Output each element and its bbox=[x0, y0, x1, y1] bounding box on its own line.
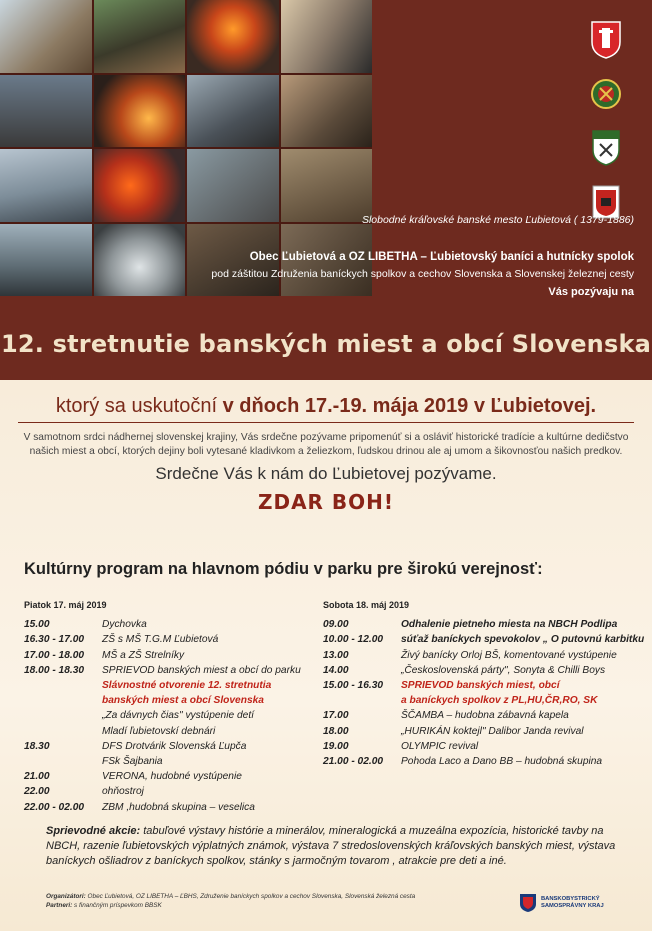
program-item: DFS Drotvárik Slovenská Ľupča bbox=[102, 740, 247, 752]
program-time: 22.00 - 02.00 bbox=[24, 801, 85, 813]
program-time bbox=[24, 754, 102, 769]
program-row bbox=[323, 693, 643, 708]
program-item: VERONA, hudobné vystúpenie bbox=[102, 771, 242, 783]
partners-line bbox=[46, 901, 506, 910]
program-time: 13.00 bbox=[323, 649, 349, 661]
program-time: 17.00 bbox=[323, 710, 349, 722]
program-row bbox=[323, 663, 643, 678]
program-item: Odhalenie pietneho miesta na NBCH Podlipa bbox=[401, 619, 618, 631]
bbsk-line: BANSKOBYSTRICKÝ bbox=[541, 896, 600, 902]
collage-photo bbox=[94, 224, 186, 297]
program-item: banských miest a obcí Slovenska bbox=[102, 695, 264, 707]
collage-photo bbox=[0, 0, 92, 73]
program-row bbox=[323, 724, 643, 739]
program-row bbox=[24, 724, 314, 739]
program-item: ŠČAMBA – hudobna zábavná kapela bbox=[401, 710, 569, 722]
collage-photo bbox=[0, 75, 92, 148]
collage-photo bbox=[0, 224, 92, 297]
day-heading: Sobota 18. máj 2019 bbox=[323, 600, 410, 610]
dates-bold: v dňoch 17.-19. mája 2019 v Ľubietovej. bbox=[222, 395, 597, 417]
crest-column bbox=[584, 20, 628, 222]
program-time: 21.00 bbox=[24, 771, 50, 783]
program-row bbox=[24, 617, 314, 632]
dates-prefix: ktorý sa uskutoční bbox=[55, 395, 218, 417]
program-row bbox=[24, 800, 314, 815]
patron-line: pod záštitou Združenia baníckych spolkov a cechov Slovenska a Slovenskej železnej cesty bbox=[211, 268, 634, 280]
program-row bbox=[323, 648, 643, 663]
collage-photo bbox=[94, 0, 186, 73]
program-time: 09.00 bbox=[323, 619, 349, 631]
program-title: Kultúrny program na hlavnom pódiu v parku pre širokú verejnosť: bbox=[24, 560, 543, 578]
program-row bbox=[24, 648, 314, 663]
program-time bbox=[24, 724, 102, 739]
program-item: Slávnostné otvorenie 12. stretnutia bbox=[102, 680, 272, 692]
day-heading: Piatok 17. máj 2019 bbox=[24, 600, 107, 610]
accompanying-events bbox=[46, 824, 616, 869]
intro-text bbox=[22, 431, 630, 459]
program-item: „Československá párty", Sonyta & Chilli Boys bbox=[401, 664, 606, 676]
program-time: 18.30 bbox=[24, 740, 50, 752]
collage-photo bbox=[281, 0, 373, 73]
bbsk-logo bbox=[519, 893, 604, 913]
program-row bbox=[24, 632, 314, 647]
intro-line: našich miest a obcí, ktorých dejiny boli vytesané kladivkom a želiezkom, ľudskou drinou ale aj umom a šikovnosťou našich predkov. bbox=[29, 446, 623, 457]
program-time: 22.00 bbox=[24, 786, 50, 798]
collage-photo bbox=[187, 75, 279, 148]
program-time: 10.00 - 12.00 bbox=[323, 634, 384, 646]
program-item: SPRIEVOD banských miest a obcí do parku bbox=[102, 664, 301, 676]
event-title: 12. stretnutie banských miest a obcí Slovenska bbox=[0, 330, 652, 358]
program-time: 17.00 - 18.00 bbox=[24, 649, 85, 661]
collage-photo bbox=[281, 149, 373, 222]
program-row bbox=[24, 663, 314, 678]
program-item: ZŠ s MŠ T.G.M Ľubietová bbox=[102, 634, 219, 646]
program-item: Živý banícky Orloj BŠ, komentované vystúpenie bbox=[401, 649, 617, 661]
program-row bbox=[323, 617, 643, 632]
program-time bbox=[24, 678, 102, 693]
invite-line: Vás pozývaju na bbox=[548, 286, 634, 298]
mining-association-crest-icon bbox=[590, 74, 622, 114]
partners-label: Partneri: bbox=[46, 902, 73, 909]
footer-credits bbox=[46, 892, 506, 910]
program-time: 21.00 - 02.00 bbox=[323, 756, 384, 768]
program-item: „HURIKÁN koktejl" Dalibor Janda revival bbox=[401, 725, 584, 737]
program-row bbox=[323, 708, 643, 723]
header-band bbox=[0, 0, 652, 380]
collage-photo bbox=[94, 75, 186, 148]
program-item: OLYMPIC revival bbox=[401, 740, 479, 752]
program-item: FSk Šajbania bbox=[102, 756, 163, 768]
accompanying-label: Sprievodné akcie: bbox=[46, 825, 141, 837]
program-item: SPRIEVOD banských miest, obcí bbox=[401, 680, 560, 692]
program-row bbox=[323, 632, 643, 647]
collage-photo bbox=[281, 75, 373, 148]
town-title: Slobodné kráľovské banské mesto Ľubietová ( 1379-1886) bbox=[361, 214, 634, 226]
program-row bbox=[24, 784, 314, 799]
program-item: „Za dávnych čias" vystúpenie detí bbox=[102, 710, 254, 722]
program-item: MŠ a ZŠ Strelníky bbox=[102, 649, 185, 661]
collage-photo bbox=[187, 149, 279, 222]
program-time bbox=[323, 693, 401, 708]
saturday-program bbox=[323, 598, 643, 769]
program-item: ZBM ,hudobná skupina – veselica bbox=[102, 801, 255, 813]
program-time bbox=[24, 693, 102, 708]
bbsk-crest-icon bbox=[519, 893, 537, 913]
program-row bbox=[323, 678, 643, 693]
program-row bbox=[24, 678, 314, 693]
organizer-line: Obec Ľubietová a OZ LIBETHA – Ľubietovský baníci a hutnícky spolok bbox=[249, 251, 634, 263]
program-row bbox=[24, 708, 314, 723]
program-item: Mladí ľubietovskí debnári bbox=[102, 725, 216, 737]
program-time: 14.00 bbox=[323, 664, 349, 676]
libetha-crest-icon bbox=[590, 128, 622, 168]
organizers-line bbox=[46, 892, 506, 901]
program-row bbox=[323, 739, 643, 754]
partners-text: s finančným príspevkom BBSK bbox=[72, 902, 162, 909]
program-item: ohňostroj bbox=[102, 786, 144, 798]
friday-program bbox=[24, 598, 314, 815]
program-row bbox=[24, 739, 314, 754]
organizers-label: Organizátori: bbox=[46, 893, 86, 900]
program-row bbox=[24, 754, 314, 769]
program-row bbox=[24, 769, 314, 784]
collage-photo bbox=[187, 0, 279, 73]
collage-photo bbox=[94, 149, 186, 222]
program-time: 18.00 - 18.30 bbox=[24, 664, 85, 676]
organizers-text: Obec Ľubietová, OZ LIBETHA – ĽBHS, Združenie baníckych spolkov a cechov Slovenska, Slovenská železná cesta bbox=[85, 893, 416, 900]
program-time: 18.00 bbox=[323, 725, 349, 737]
program-time: 15.00 - 16.30 bbox=[323, 680, 384, 692]
intro-line: V samotnom srdci nádhernej slovenskej krajiny, Vás srdečne pozývame pripomenúť si a osláviť historické tradície a kultúrne dedičstvo bbox=[23, 432, 629, 443]
program-item: Pohoda Laco a Dano BB – hudobná skupina bbox=[401, 756, 603, 768]
program-row bbox=[24, 693, 314, 708]
program-time bbox=[24, 708, 102, 723]
bbsk-line: SAMOSPRÁVNY KRAJ bbox=[541, 903, 604, 909]
program-row bbox=[323, 754, 643, 769]
program-item: súťaž baníckych spevokolov „ O putovnú karbitku bbox=[401, 634, 645, 646]
ljubietova-crest-icon bbox=[590, 20, 622, 60]
program-time: 19.00 bbox=[323, 740, 349, 752]
miners-greeting: ZDAR BOH! bbox=[257, 490, 395, 514]
program-item: Dychovka bbox=[102, 619, 147, 631]
welcome-line: Srdečne Vás k nám do Ľubietovej pozývame. bbox=[155, 464, 497, 483]
divider bbox=[18, 422, 634, 423]
program-item: a baníckych spolkov z PL,HU,ČR,RO, SK bbox=[401, 695, 598, 707]
collage-photo bbox=[0, 149, 92, 222]
accompanying-text: tabuľové výstavy histórie a minerálov, mineralogická a muzeálna expozícia, historické tavby na NBCH, razenie ľubietovských výplatných známok, výstava 7 stredoslovenských kráľovských banských miest, výstava baníckych ošliadrov z baníckych spolkov, stánky s jarmočným tovarom , atrakcie pre deti a iné. bbox=[46, 825, 616, 867]
program-time: 15.00 bbox=[24, 619, 50, 631]
event-dates bbox=[0, 395, 652, 418]
program-time: 16.30 - 17.00 bbox=[24, 634, 85, 646]
